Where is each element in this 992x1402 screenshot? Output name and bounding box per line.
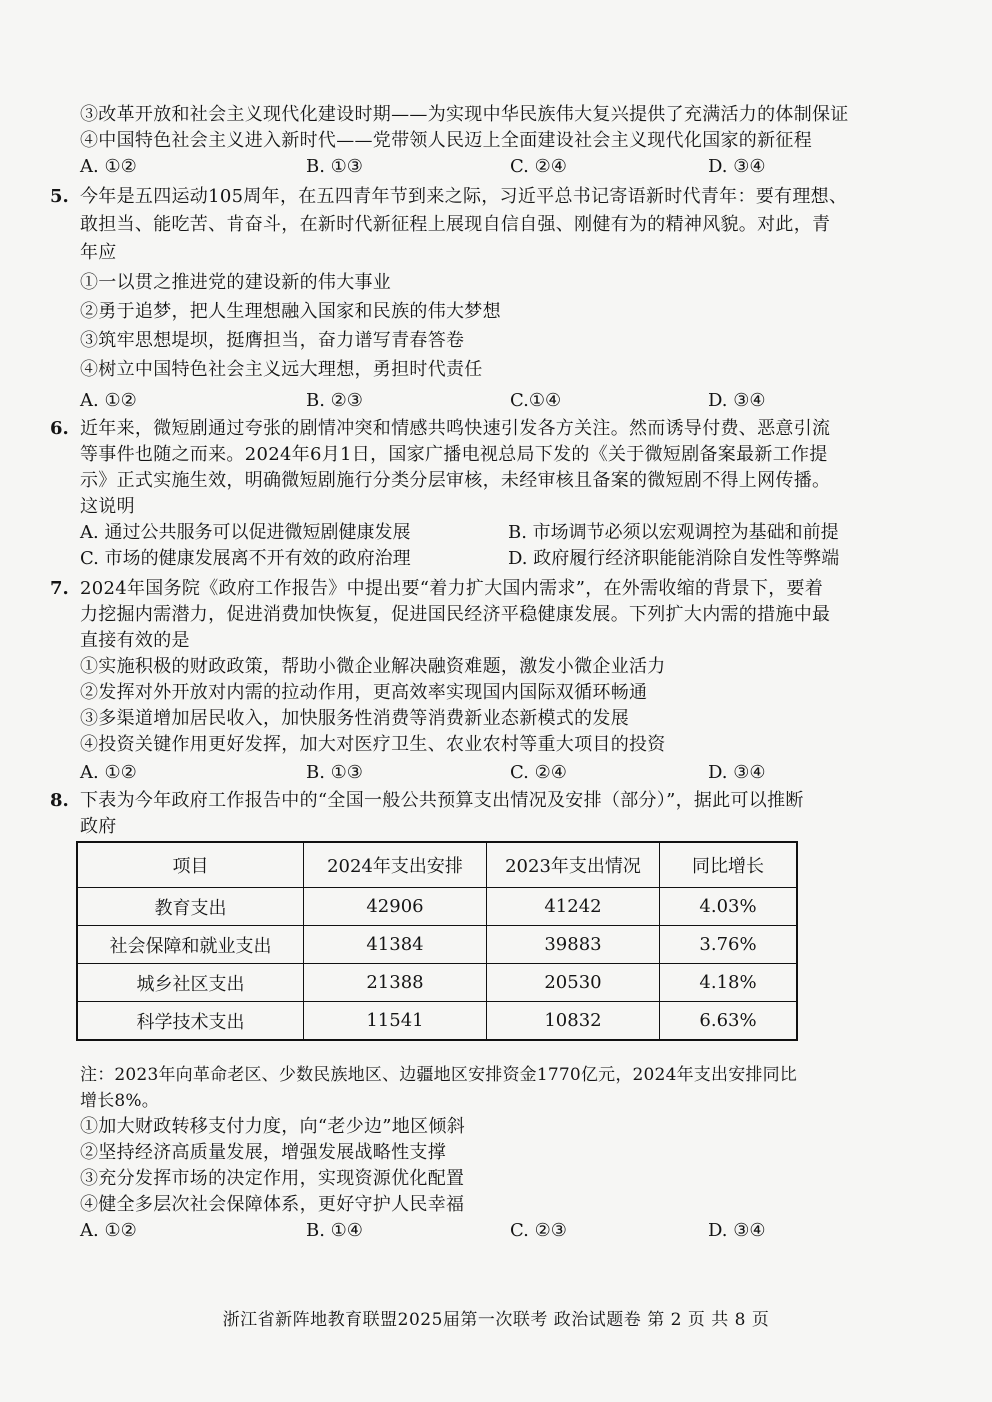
table-cell: 39883 bbox=[487, 926, 660, 964]
q6-stem-line: 示》正式实施生效，明确微短剧施行分类分层审核，未经审核且备案的微短剧不得上网传播。 bbox=[80, 470, 831, 491]
table-row bbox=[77, 964, 797, 1002]
table-cell: 21388 bbox=[304, 964, 487, 1002]
table-row bbox=[77, 1002, 797, 1041]
q5-option-d: D. ③④ bbox=[708, 390, 766, 411]
q8-stem-line: 下表为今年政府工作报告中的“全国一般公共预算支出情况及安排（部分）”，据此可以推断 bbox=[80, 790, 804, 811]
column-header: 同比增长 bbox=[660, 842, 798, 888]
q7-option-a: A. ①② bbox=[80, 762, 137, 783]
table-cell: 41384 bbox=[304, 926, 487, 964]
table-cell: 3.76% bbox=[660, 926, 798, 964]
q5-option-a: A. ①② bbox=[80, 390, 137, 411]
q8-option-d: D. ③④ bbox=[708, 1220, 766, 1241]
q8-item: ③充分发挥市场的决定作用，实现资源优化配置 bbox=[80, 1168, 465, 1189]
q6-option-d: D. 政府履行经济职能能消除自发性等弊端 bbox=[508, 548, 840, 569]
q5-item: ②勇于追梦，把人生理想融入国家和民族的伟大梦想 bbox=[80, 301, 501, 322]
table-cell: 社会保障和就业支出 bbox=[77, 926, 304, 964]
q7-option-c: C. ②④ bbox=[510, 762, 567, 783]
q4-options bbox=[80, 154, 920, 180]
q6-stem-line: 近年来，微短剧通过夸张的剧情冲突和情感共鸣快速引发各方关注。然而诱导付费、恶意引流 bbox=[80, 418, 831, 439]
column-header: 2023年支出情况 bbox=[487, 842, 660, 888]
table-row bbox=[77, 888, 797, 926]
q7-stem-line: 直接有效的是 bbox=[80, 630, 190, 651]
q8-option-a: A. ①② bbox=[80, 1220, 137, 1241]
q7-item: ①实施积极的财政政策，帮助小微企业解决融资难题，激发小微企业活力 bbox=[80, 656, 666, 677]
table-cell: 20530 bbox=[487, 964, 660, 1002]
q7-number: 7. bbox=[50, 578, 69, 599]
q8-item: ①加大财政转移支付力度，向“老少边”地区倾斜 bbox=[80, 1116, 466, 1137]
q5-item: ①一以贯之推进党的建设新的伟大事业 bbox=[80, 272, 392, 293]
q6-options-row-2 bbox=[80, 546, 920, 572]
table-cell: 4.03% bbox=[660, 888, 798, 926]
q8-stem-line: 政府 bbox=[80, 816, 117, 837]
table-note-line: 注：2023年向革命老区、少数民族地区、边疆地区安排资金1770亿元，2024年支出安排同比 bbox=[80, 1065, 797, 1085]
q5-item: ④树立中国特色社会主义远大理想，勇担时代责任 bbox=[80, 359, 483, 380]
q5-stem-line: 敢担当、能吃苦、肯奋斗，在新时代新征程上展现自信自强、刚健有为的精神风貌。对此，青 bbox=[80, 214, 831, 235]
q4-item-4: ④中国特色社会主义进入新时代——党带领人民迈上全面建设社会主义现代化国家的新征程 bbox=[80, 130, 812, 151]
q4-item-3: ③改革开放和社会主义现代化建设时期——为实现中华民族伟大复兴提供了充满活力的体制保证 bbox=[80, 104, 849, 125]
q7-option-d: D. ③④ bbox=[708, 762, 766, 783]
table-cell: 城乡社区支出 bbox=[77, 964, 304, 1002]
q6-option-c: C. 市场的健康发展离不开有效的政府治理 bbox=[80, 548, 411, 569]
q4-option-d: D. ③④ bbox=[708, 156, 766, 177]
table-header-row bbox=[77, 842, 797, 888]
q5-item: ③筑牢思想堤坝，挺膺担当，奋力谱写青春答卷 bbox=[80, 330, 465, 351]
q8-item: ②坚持经济高质量发展，增强发展战略性支撑 bbox=[80, 1142, 446, 1163]
page-footer: 浙江省新阵地教育联盟2025届第一次联考 政治试题卷 第 2 页 共 8 页 bbox=[222, 1310, 770, 1330]
q6-number: 6. bbox=[50, 418, 69, 439]
q5-stem-line: 年应 bbox=[80, 242, 117, 263]
q8-number: 8. bbox=[50, 790, 69, 811]
q8-option-c: C. ②③ bbox=[510, 1220, 567, 1241]
q4-option-c: C. ②④ bbox=[510, 156, 567, 177]
table-cell: 41242 bbox=[487, 888, 660, 926]
q8-option-b: B. ①④ bbox=[306, 1220, 363, 1241]
q5-options bbox=[80, 388, 920, 414]
table-cell: 11541 bbox=[304, 1002, 487, 1041]
q8-options bbox=[80, 1218, 920, 1244]
q6-stem-line: 等事件也随之而来。2024年6月1日，国家广播电视总局下发的《关于微短剧备案最新工作提 bbox=[80, 444, 828, 465]
column-header: 项目 bbox=[77, 842, 304, 888]
q5-stem-line: 今年是五四运动105周年，在五四青年节到来之际，习近平总书记寄语新时代青年：要有理想、 bbox=[80, 186, 848, 207]
q6-option-a: A. 通过公共服务可以促进微短剧健康发展 bbox=[80, 522, 411, 543]
q6-options-row-1 bbox=[80, 520, 920, 546]
q5-option-b: B. ②③ bbox=[306, 390, 363, 411]
q6-stem-line: 这说明 bbox=[80, 496, 135, 517]
q7-options bbox=[80, 760, 920, 786]
q4-option-a: A. ①② bbox=[80, 156, 137, 177]
table-note-line: 增长8%。 bbox=[80, 1091, 159, 1111]
q5-number: 5. bbox=[50, 186, 69, 207]
q5-option-c: C.①④ bbox=[510, 390, 562, 411]
table-cell: 6.63% bbox=[660, 1002, 798, 1041]
table-cell: 4.18% bbox=[660, 964, 798, 1002]
q7-item: ③多渠道增加居民收入，加快服务性消费等消费新业态新模式的发展 bbox=[80, 708, 629, 729]
q4-option-b: B. ①③ bbox=[306, 156, 363, 177]
q6-option-b: B. 市场调节必须以宏观调控为基础和前提 bbox=[508, 522, 839, 543]
q7-stem-line: 2024年国务院《政府工作报告》中提出要“着力扩大国内需求”，在外需收缩的背景下，要着 bbox=[80, 578, 824, 599]
q7-option-b: B. ①③ bbox=[306, 762, 363, 783]
table-cell: 教育支出 bbox=[77, 888, 304, 926]
q8-item: ④健全多层次社会保障体系，更好守护人民幸福 bbox=[80, 1194, 465, 1215]
q7-stem-line: 力挖掘内需潜力，促进消费加快恢复，促进国民经济平稳健康发展。下列扩大内需的措施中最 bbox=[80, 604, 831, 625]
table-row bbox=[77, 926, 797, 964]
q7-item: ②发挥对外开放对内需的拉动作用，更高效率实现国内国际双循环畅通 bbox=[80, 682, 648, 703]
budget-table bbox=[76, 841, 798, 1041]
q7-item: ④投资关键作用更好发挥，加大对医疗卫生、农业农村等重大项目的投资 bbox=[80, 734, 666, 755]
table-cell: 10832 bbox=[487, 1002, 660, 1041]
column-header: 2024年支出安排 bbox=[304, 842, 487, 888]
table-cell: 科学技术支出 bbox=[77, 1002, 304, 1041]
table-cell: 42906 bbox=[304, 888, 487, 926]
